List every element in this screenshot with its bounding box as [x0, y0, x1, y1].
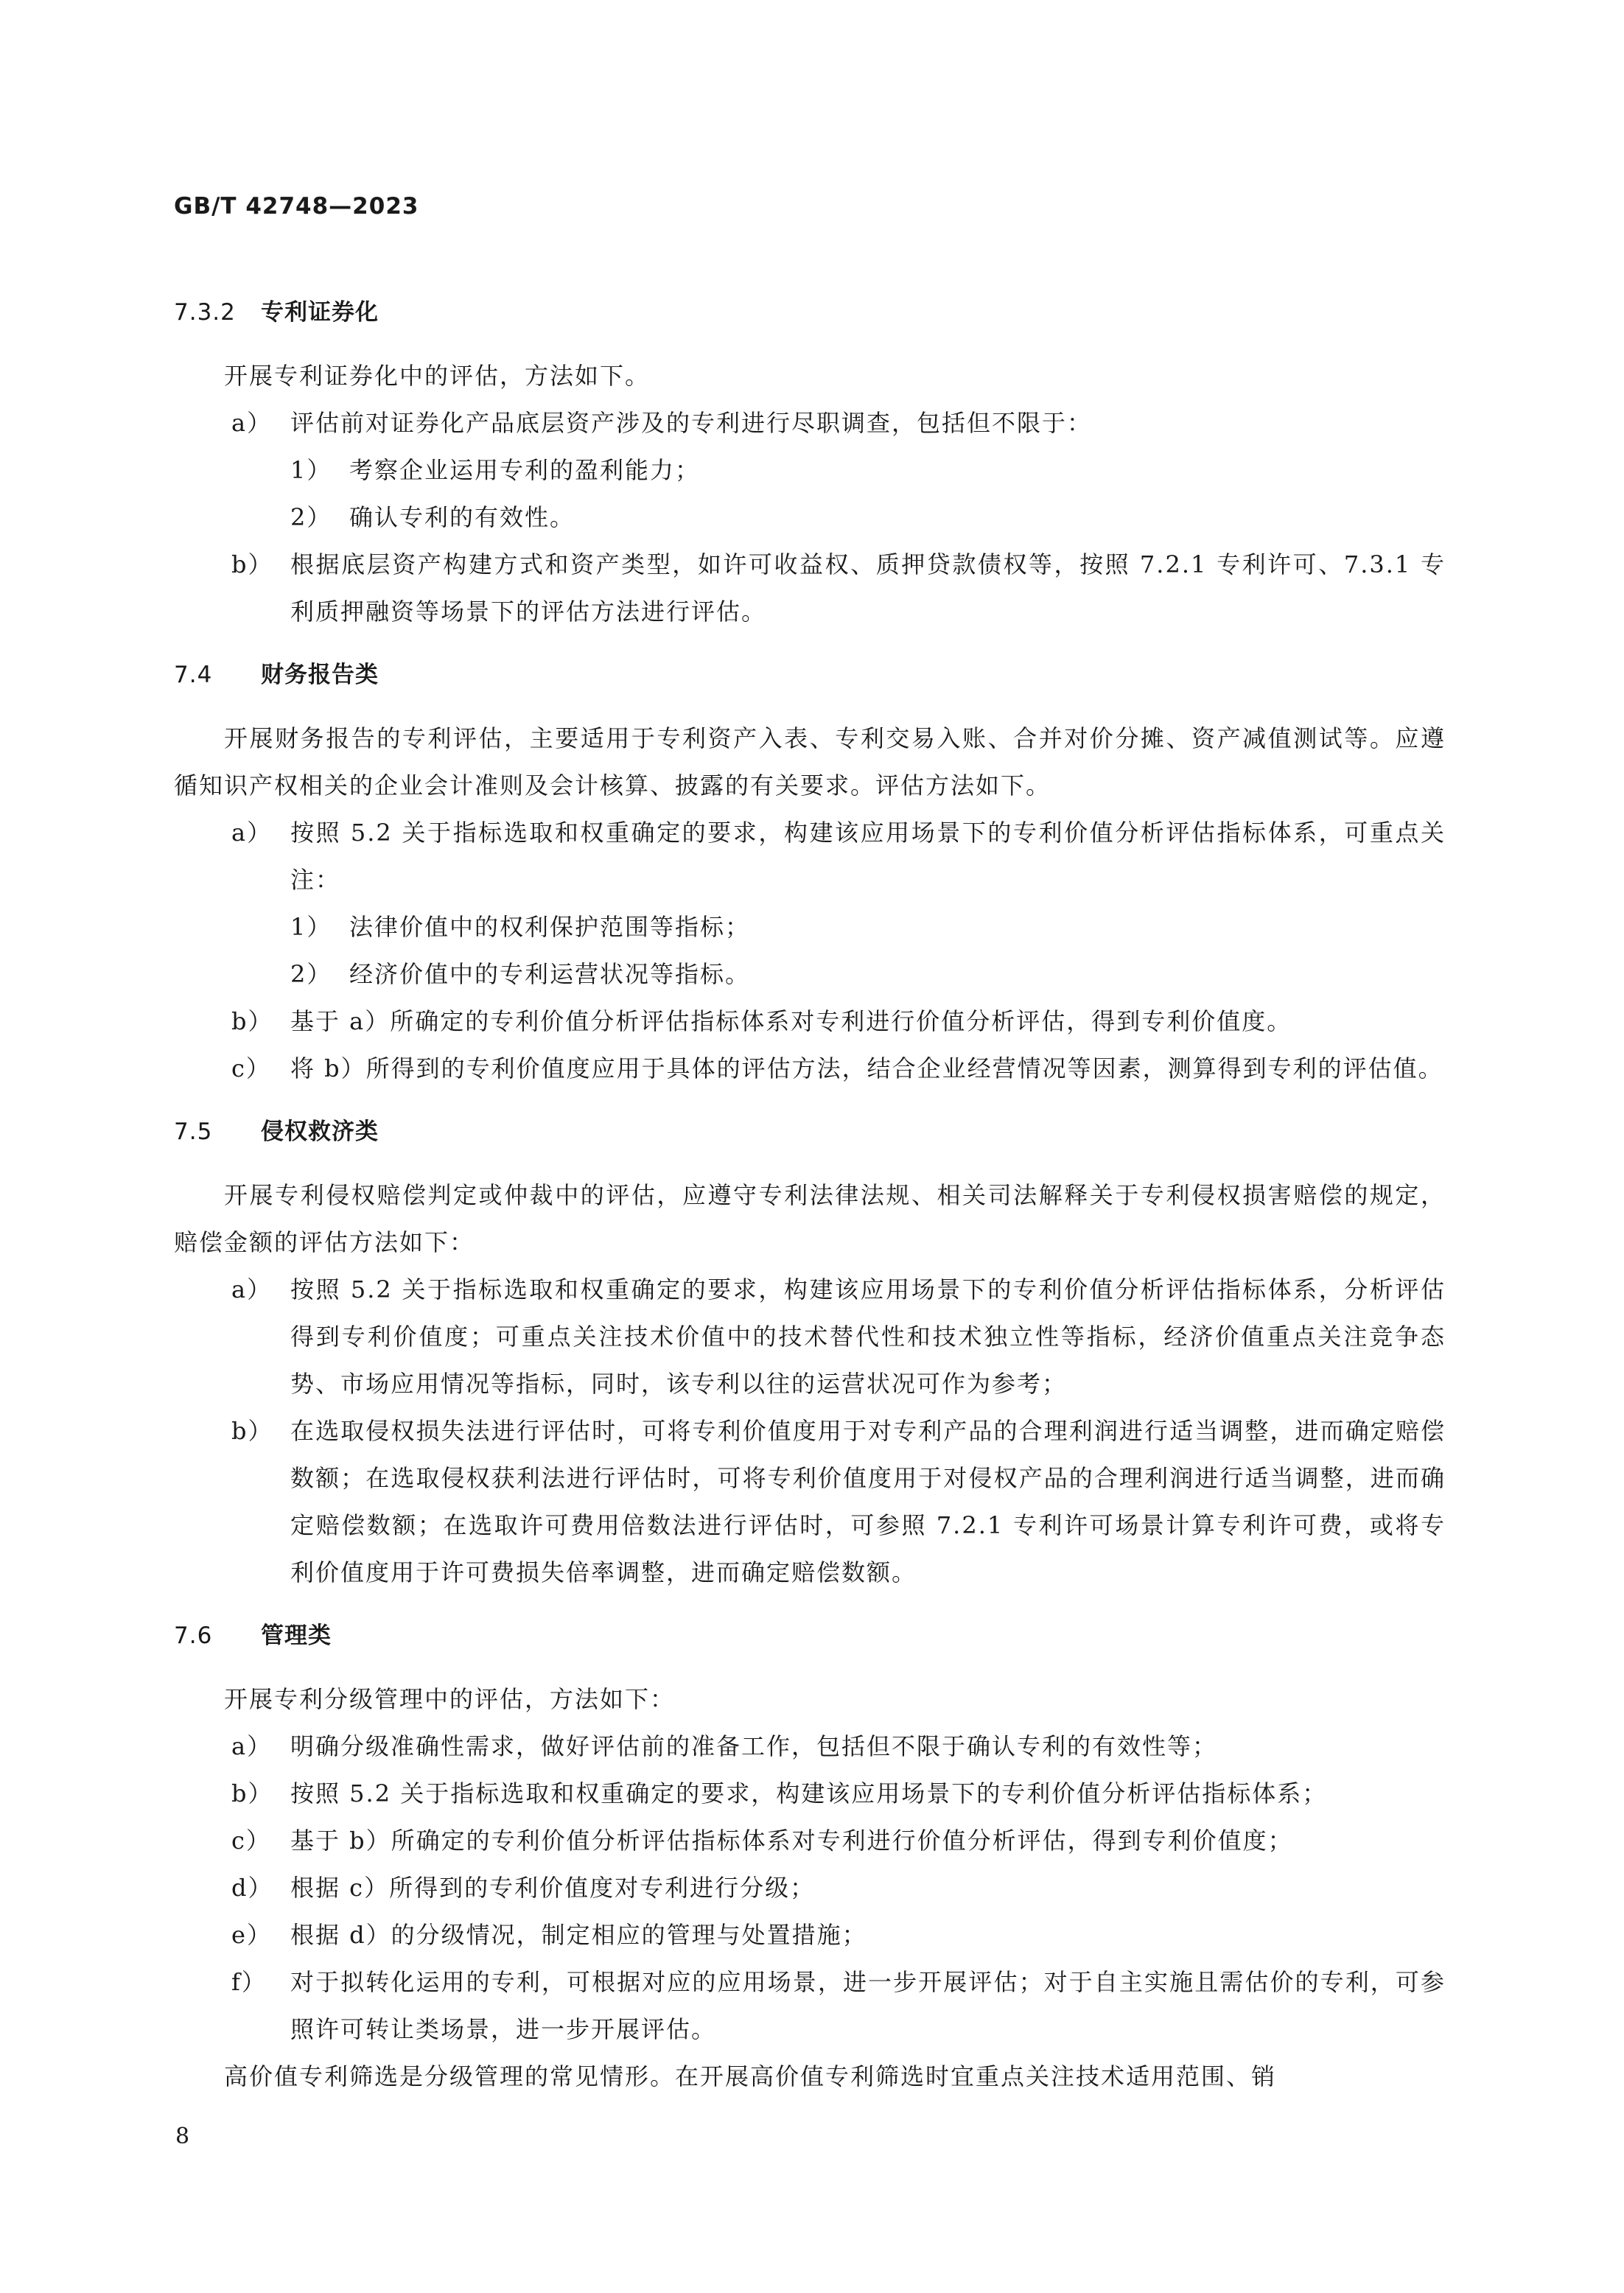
- list-item: [174, 541, 1446, 635]
- list-item: [174, 809, 1446, 903]
- item-text: 按照 5.2 关于指标选取和权重确定的要求，构建该应用场景下的专利价值分析评估指标体系；: [290, 1779, 1328, 1807]
- list-item: [174, 1266, 1446, 1407]
- list-item: [174, 399, 1446, 447]
- section-title: 专利证券化: [261, 299, 379, 326]
- sub-list-item: [174, 494, 1446, 541]
- item-text: 评估前对证券化产品底层资产涉及的专利进行尽职调查，包括但不限于：: [290, 409, 1093, 437]
- subitem-text: 考察企业运用专利的盈利能力；: [349, 456, 701, 484]
- item-label: b）: [231, 1417, 273, 1445]
- section-intro: 开展专利证券化中的评估，方法如下。: [224, 362, 651, 390]
- item-text: 根据 d）的分级情况，制定相应的管理与处置措施；: [290, 1921, 867, 1949]
- list-item: [174, 1770, 1446, 1817]
- item-text: 将 b）所得到的专利价值度应用于具体的评估方法，结合企业经营情况等因素，测算得到专利的评估值。: [290, 1054, 1443, 1082]
- item-label: d）: [231, 1874, 273, 1902]
- item-label: a）: [231, 819, 273, 847]
- list-item: [174, 1911, 1446, 1958]
- section-title: 侵权救济类: [261, 1119, 379, 1145]
- closing-paragraph: 高价值专利筛选是分级管理的常见情形。在开展高价值专利筛选时宜重点关注技术适用范围、销: [224, 2062, 1277, 2090]
- list-item: [174, 1045, 1446, 1092]
- section-heading-7-5: [174, 1108, 1446, 1155]
- section-number: 7.4: [174, 662, 213, 688]
- item-text: 在选取侵权损失法进行评估时，可将专利价值度用于对专利产品的合理利润进行适当调整，进而确定赔偿数额；在选取侵权获利法进行评估时，可将专利价值度用于对侵权产品的合理利润进行适当调整，进而确定赔偿数额；在选取许可费用倍数法进行评估时，可参照 7.2.1 专利许可场景计算专利许可费，或将专利价值度用于许可费损失倍率调整，进而确定赔偿数额。: [290, 1417, 1446, 1586]
- subitem-text: 经济价值中的专利运营状况等指标。: [349, 960, 751, 988]
- item-label: f）: [231, 1968, 267, 1996]
- section-intro: 开展专利分级管理中的评估，方法如下：: [224, 1685, 676, 1713]
- subitem-text: 确认专利的有效性。: [349, 503, 575, 531]
- section-heading-7-6: [174, 1612, 1446, 1659]
- section-intro: 开展财务报告的专利评估，主要适用于专利资产入表、专利交易入账、合并对价分摊、资产减值测试等。应遵循知识产权相关的企业会计准则及会计核算、披露的有关要求。评估方法如下。: [174, 724, 1446, 799]
- section-heading-7-4: [174, 651, 1446, 699]
- section-number: 7.3.2: [174, 299, 236, 326]
- section-number: 7.6: [174, 1622, 213, 1649]
- item-text: 根据底层资产构建方式和资产类型，如许可收益权、质押贷款债权等，按照 7.2.1 专利许可、7.3.1 专利质押融资等场景下的评估方法进行评估。: [290, 550, 1446, 626]
- item-text: 基于 b）所确定的专利价值分析评估指标体系对专利进行价值分析评估，得到专利价值度；: [290, 1827, 1293, 1855]
- item-text: 按照 5.2 关于指标选取和权重确定的要求，构建该应用场景下的专利价值分析评估指标体系，可重点关注：: [290, 819, 1446, 894]
- section-title: 管理类: [261, 1622, 332, 1649]
- subitem-label: 2）: [290, 960, 332, 988]
- item-text: 基于 a）所确定的专利价值分析评估指标体系对专利进行价值分析评估，得到专利价值度。: [290, 1007, 1292, 1035]
- list-item: [174, 1723, 1446, 1770]
- item-label: b）: [231, 1779, 273, 1807]
- standard-code: GB/T 42748—2023: [174, 193, 419, 220]
- item-text: 明确分级准确性需求，做好评估前的准备工作，包括但不限于确认专利的有效性等；: [290, 1732, 1218, 1760]
- list-item: [174, 1864, 1446, 1911]
- list-item: [174, 1958, 1446, 2053]
- item-label: a）: [231, 1732, 273, 1760]
- subitem-label: 1）: [290, 456, 332, 484]
- list-item: [174, 1407, 1446, 1596]
- subitem-label: 1）: [290, 913, 332, 941]
- subitem-label: 2）: [290, 503, 332, 531]
- item-label: e）: [231, 1921, 272, 1949]
- item-label: b）: [231, 550, 273, 578]
- item-label: b）: [231, 1007, 273, 1035]
- item-text: 根据 c）所得到的专利价值度对专利进行分级；: [290, 1874, 816, 1902]
- sub-list-item: [174, 903, 1446, 951]
- item-text: 对于拟转化运用的专利，可根据对应的应用场景，进一步开展评估；对于自主实施且需估价的专利，可参照许可转让类场景，进一步开展评估。: [290, 1968, 1446, 2043]
- subitem-text: 法律价值中的权利保护范围等指标；: [349, 913, 751, 941]
- section-heading-7-3-2: [174, 289, 1446, 336]
- sub-list-item: [174, 447, 1446, 494]
- section-intro: 开展专利侵权赔偿判定或仲裁中的评估，应遵守专利法律法规、相关司法解释关于专利侵权损害赔偿的规定，赔偿金额的评估方法如下：: [174, 1181, 1446, 1256]
- section-title: 财务报告类: [261, 662, 379, 688]
- list-item: [174, 1817, 1446, 1864]
- sub-list-item: [174, 951, 1446, 998]
- item-label: a）: [231, 409, 273, 437]
- item-label: c）: [231, 1054, 271, 1082]
- document-body: [174, 289, 1446, 2100]
- section-number: 7.5: [174, 1119, 213, 1145]
- item-label: a）: [231, 1275, 273, 1303]
- page-number: 8: [175, 2124, 190, 2149]
- list-item: [174, 998, 1446, 1045]
- item-label: c）: [231, 1827, 271, 1855]
- item-text: 按照 5.2 关于指标选取和权重确定的要求，构建该应用场景下的专利价值分析评估指标体系，分析评估得到专利价值度；可重点关注技术价值中的技术替代性和技术独立性等指标，经济价值重点关注竞争态势、市场应用情况等指标，同时，该专利以往的运营状况可作为参考；: [290, 1275, 1446, 1398]
